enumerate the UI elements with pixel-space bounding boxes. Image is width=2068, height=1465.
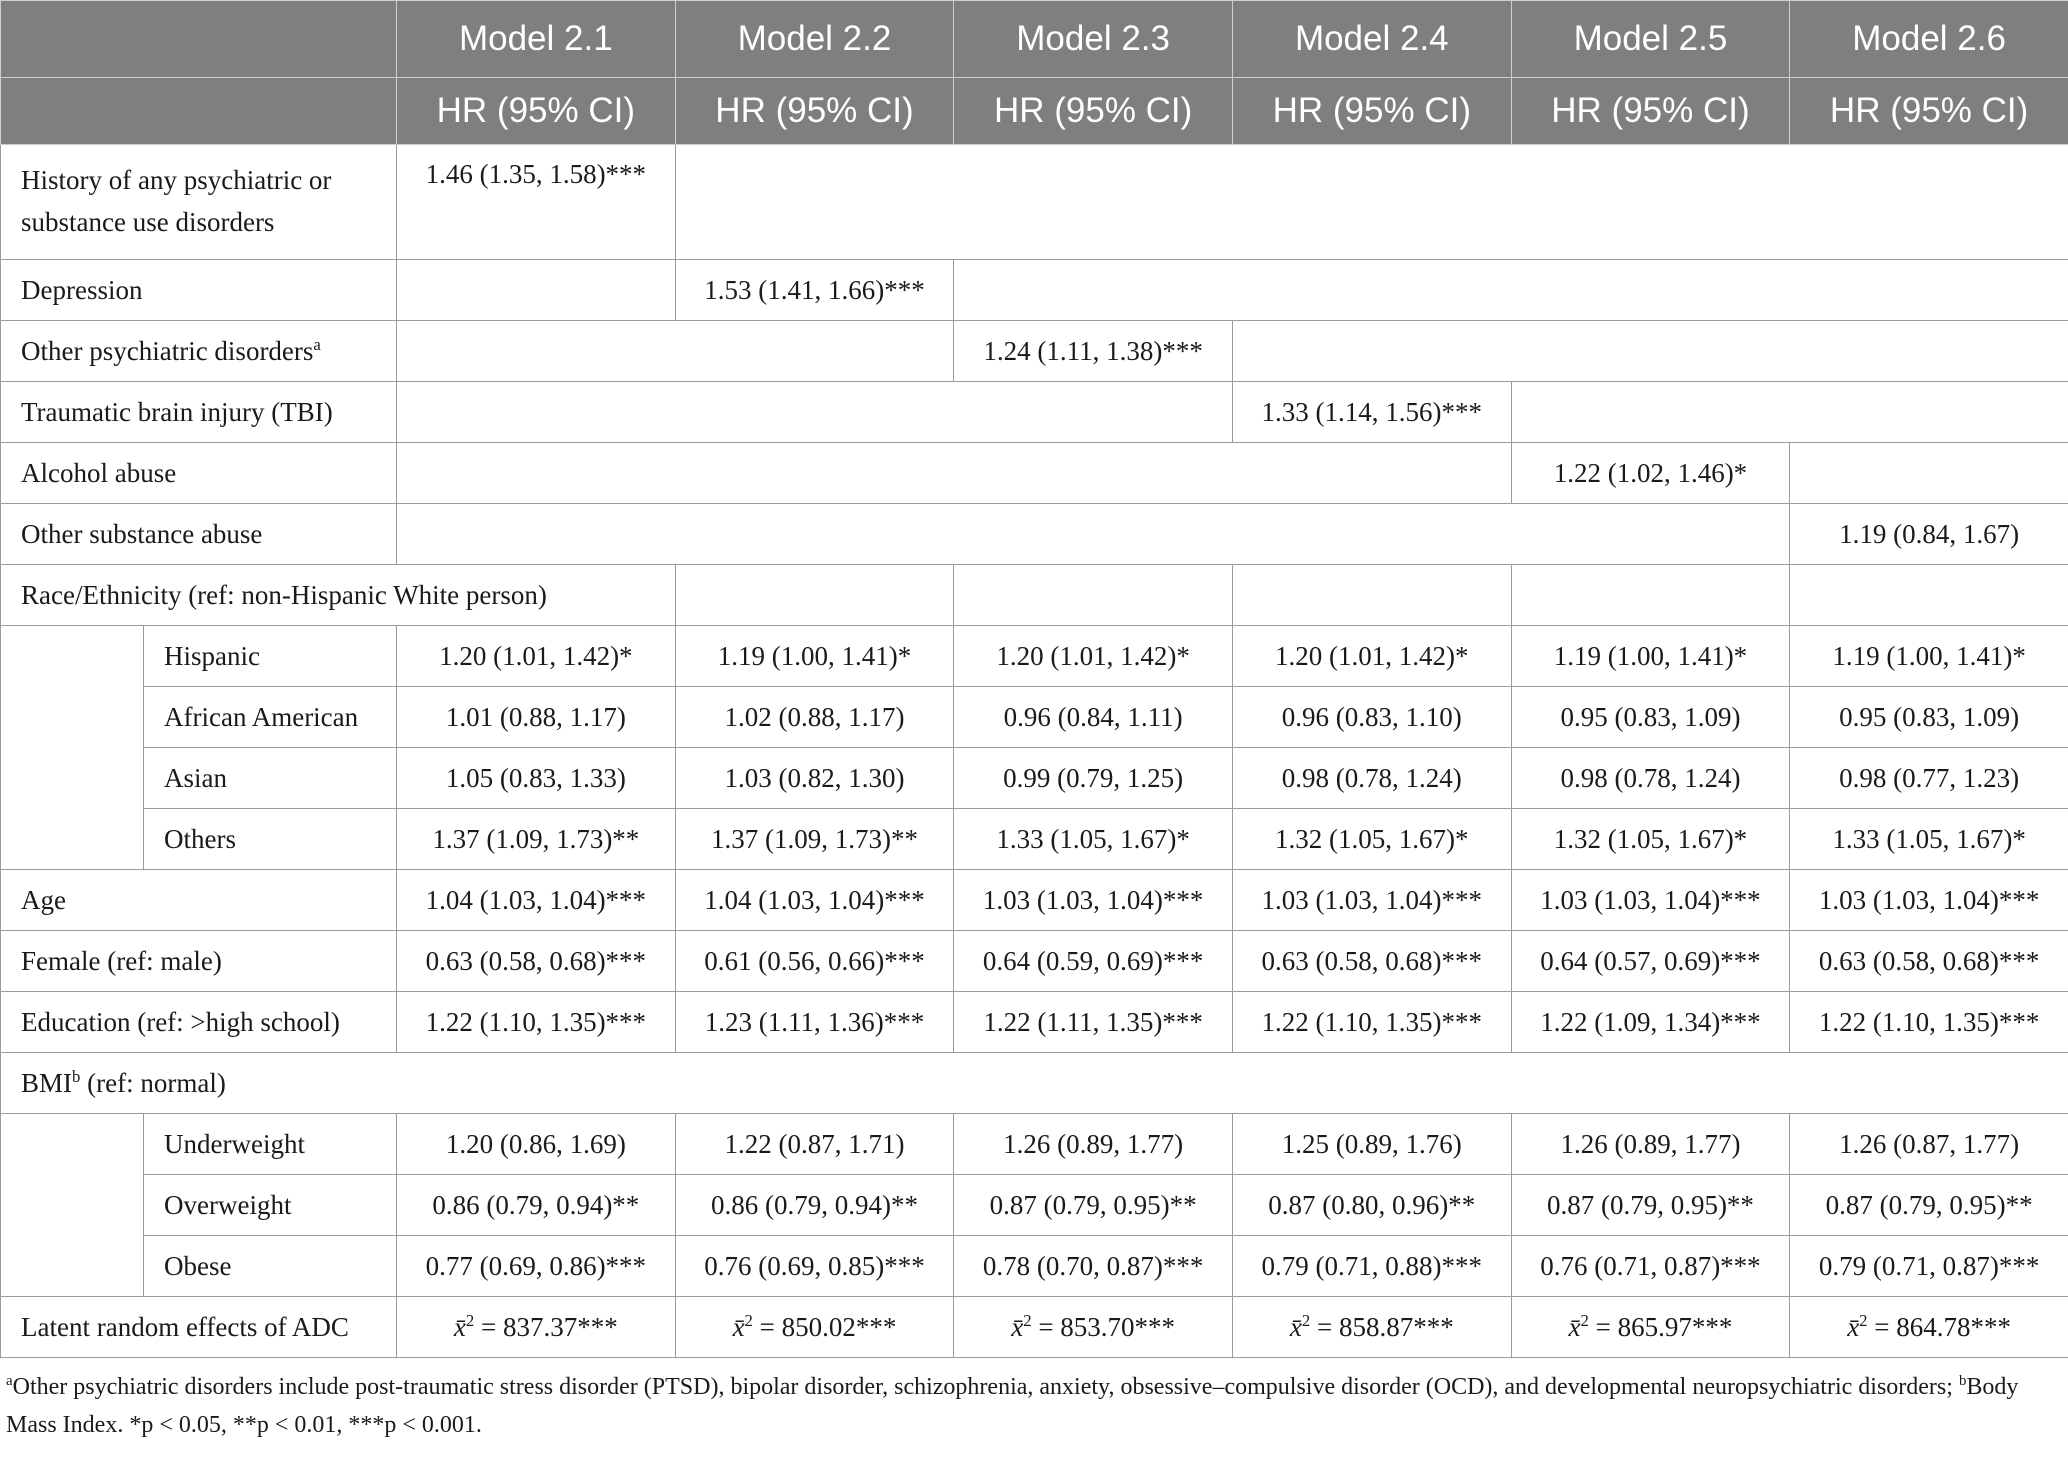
empty-cell bbox=[1232, 565, 1511, 626]
chi-exponent: 2 bbox=[1023, 1310, 1032, 1330]
cell-value: 1.03 (1.03, 1.04)*** bbox=[954, 870, 1233, 931]
cell-value: 1.26 (0.87, 1.77) bbox=[1790, 1114, 2068, 1175]
empty-cell bbox=[954, 260, 2068, 321]
empty-cell bbox=[954, 565, 1233, 626]
empty-cell bbox=[1232, 321, 2068, 382]
cell-value bbox=[675, 1297, 954, 1358]
hr-ci-header: HR (95% CI) bbox=[397, 78, 676, 145]
model-header: Model 2.6 bbox=[1790, 1, 2068, 78]
cell-value: 1.37 (1.09, 1.73)** bbox=[675, 809, 954, 870]
row-label: Asian bbox=[144, 748, 397, 809]
footnote-marker: a bbox=[313, 334, 321, 354]
hr-ci-header: HR (95% CI) bbox=[954, 78, 1233, 145]
cell-value: 1.22 (0.87, 1.71) bbox=[675, 1114, 954, 1175]
row-label: Female (ref: male) bbox=[1, 931, 397, 992]
header-corner bbox=[1, 78, 397, 145]
model-header: Model 2.3 bbox=[954, 1, 1233, 78]
row-label: Others bbox=[144, 809, 397, 870]
row-label: Latent random effects of ADC bbox=[1, 1297, 397, 1358]
cell-value: 0.61 (0.56, 0.66)*** bbox=[675, 931, 954, 992]
empty-cell bbox=[397, 382, 1233, 443]
cell-value: 1.03 (1.03, 1.04)*** bbox=[1232, 870, 1511, 931]
cell-value: 0.63 (0.58, 0.68)*** bbox=[1232, 931, 1511, 992]
table-row-other-psychiatric bbox=[1, 321, 2068, 382]
cell-value: 0.77 (0.69, 0.86)*** bbox=[397, 1236, 676, 1297]
cell-value: 1.05 (0.83, 1.33) bbox=[397, 748, 676, 809]
row-label: Overweight bbox=[144, 1175, 397, 1236]
empty-cell bbox=[1790, 443, 2068, 504]
cell-value: 0.96 (0.84, 1.11) bbox=[954, 687, 1233, 748]
cell-value: 1.23 (1.11, 1.36)*** bbox=[675, 992, 954, 1053]
cell-value bbox=[1232, 1297, 1511, 1358]
row-label-text: Other psychiatric disorders bbox=[21, 335, 314, 366]
cell-value: 1.20 (1.01, 1.42)* bbox=[397, 626, 676, 687]
chi-symbol: x̄ bbox=[1011, 1311, 1024, 1342]
table-row-others bbox=[1, 809, 2068, 870]
indent-cell bbox=[1, 626, 144, 870]
cell-value: 0.63 (0.58, 0.68)*** bbox=[397, 931, 676, 992]
table-row-underweight bbox=[1, 1114, 2068, 1175]
row-label: African American bbox=[144, 687, 397, 748]
cell-value: 1.33 (1.05, 1.67)* bbox=[954, 809, 1233, 870]
cell-value: 0.64 (0.57, 0.69)*** bbox=[1511, 931, 1790, 992]
chi-exponent: 2 bbox=[465, 1310, 475, 1330]
cell-value: 1.04 (1.03, 1.04)*** bbox=[675, 870, 954, 931]
cell-value: 0.79 (0.71, 0.88)*** bbox=[1232, 1236, 1511, 1297]
cell-value: 1.20 (1.01, 1.42)* bbox=[1232, 626, 1511, 687]
indent-cell bbox=[1, 1114, 144, 1297]
cell-value: 1.19 (1.00, 1.41)* bbox=[675, 626, 954, 687]
row-label: Traumatic brain injury (TBI) bbox=[1, 382, 397, 443]
row-label-line: substance use disorders bbox=[21, 207, 275, 237]
cell-value: 1.22 (1.10, 1.35)*** bbox=[1790, 992, 2068, 1053]
section-label-text: (ref: normal) bbox=[80, 1067, 226, 1098]
chi-exponent: 2 bbox=[1859, 1310, 1868, 1330]
table-row-asian bbox=[1, 748, 2068, 809]
cell-value: 0.63 (0.58, 0.68)*** bbox=[1790, 931, 2068, 992]
chi-value: = 865.97*** bbox=[1588, 1311, 1733, 1342]
table-row-obese bbox=[1, 1236, 2068, 1297]
cell-value: 0.96 (0.83, 1.10) bbox=[1232, 687, 1511, 748]
cell-value: 0.86 (0.79, 0.94)** bbox=[675, 1175, 954, 1236]
cell-value: 0.87 (0.79, 0.95)** bbox=[954, 1175, 1233, 1236]
cell-value: 0.99 (0.79, 1.25) bbox=[954, 748, 1233, 809]
cell-value: 1.26 (0.89, 1.77) bbox=[1511, 1114, 1790, 1175]
row-label: Alcohol abuse bbox=[1, 443, 397, 504]
chi-exponent: 2 bbox=[744, 1310, 753, 1330]
cell-value: 1.22 (1.10, 1.35)*** bbox=[397, 992, 676, 1053]
row-label: Other substance abuse bbox=[1, 504, 397, 565]
empty-cell bbox=[397, 260, 676, 321]
model-header: Model 2.4 bbox=[1232, 1, 1511, 78]
empty-cell bbox=[675, 145, 2068, 260]
cell-value: 1.22 (1.11, 1.35)*** bbox=[954, 992, 1233, 1053]
cell-value: 0.79 (0.71, 0.87)*** bbox=[1790, 1236, 2068, 1297]
cell-value: 1.22 (1.09, 1.34)*** bbox=[1511, 992, 1790, 1053]
cell-value: 0.98 (0.78, 1.24) bbox=[1511, 748, 1790, 809]
table-row-female bbox=[1, 931, 2068, 992]
chi-value: = 853.70*** bbox=[1031, 1311, 1176, 1342]
cell-value: 0.98 (0.77, 1.23) bbox=[1790, 748, 2068, 809]
cell-value bbox=[397, 1297, 676, 1358]
table-row-tbi bbox=[1, 382, 2068, 443]
cell-value: 1.19 (1.00, 1.41)* bbox=[1511, 626, 1790, 687]
cell-value: 1.19 (1.00, 1.41)* bbox=[1790, 626, 2068, 687]
table-row-african-american bbox=[1, 687, 2068, 748]
model-header: Model 2.1 bbox=[397, 1, 676, 78]
table-row-education bbox=[1, 992, 2068, 1053]
table-row-history bbox=[1, 145, 2068, 260]
row-label-line: History of any psychiatric or bbox=[21, 165, 332, 196]
cell-value: 0.95 (0.83, 1.09) bbox=[1790, 687, 2068, 748]
table-row-alcohol bbox=[1, 443, 2068, 504]
cell-value: 0.87 (0.80, 0.96)** bbox=[1232, 1175, 1511, 1236]
row-label bbox=[1, 321, 397, 382]
cell-value: 1.22 (1.02, 1.46)* bbox=[1511, 443, 1790, 504]
cell-value: 1.33 (1.14, 1.56)*** bbox=[1232, 382, 1511, 443]
cell-value bbox=[954, 1297, 1233, 1358]
cell-value: 1.26 (0.89, 1.77) bbox=[954, 1114, 1233, 1175]
chi-symbol: x̄ bbox=[732, 1311, 745, 1342]
table-footnote bbox=[0, 1358, 2052, 1444]
cell-value: 0.64 (0.59, 0.69)*** bbox=[954, 931, 1233, 992]
cell-value: 1.02 (0.88, 1.17) bbox=[675, 687, 954, 748]
hr-ci-header: HR (95% CI) bbox=[675, 78, 954, 145]
table-row-overweight bbox=[1, 1175, 2068, 1236]
cell-value: 0.86 (0.79, 0.94)** bbox=[397, 1175, 676, 1236]
chi-symbol: x̄ bbox=[1568, 1311, 1581, 1342]
chi-value: = 850.02*** bbox=[752, 1311, 897, 1342]
cell-value: 0.87 (0.79, 0.95)** bbox=[1511, 1175, 1790, 1236]
cell-value bbox=[1790, 1297, 2068, 1358]
hr-ci-header: HR (95% CI) bbox=[1232, 78, 1511, 145]
empty-cell bbox=[1511, 382, 2068, 443]
cell-value: 1.46 (1.35, 1.58)*** bbox=[397, 145, 676, 260]
cell-value: 1.37 (1.09, 1.73)** bbox=[397, 809, 676, 870]
cell-value: 1.24 (1.11, 1.38)*** bbox=[954, 321, 1233, 382]
row-label: Obese bbox=[144, 1236, 397, 1297]
empty-cell bbox=[675, 565, 954, 626]
cell-value: 1.32 (1.05, 1.67)* bbox=[1232, 809, 1511, 870]
cell-value: 1.20 (0.86, 1.69) bbox=[397, 1114, 676, 1175]
cell-value: 0.87 (0.79, 0.95)** bbox=[1790, 1175, 2068, 1236]
cell-value: 1.20 (1.01, 1.42)* bbox=[954, 626, 1233, 687]
empty-cell bbox=[1511, 565, 1790, 626]
row-label: Hispanic bbox=[144, 626, 397, 687]
table-row-race-header bbox=[1, 565, 2068, 626]
empty-cell bbox=[1790, 565, 2068, 626]
cell-value: 1.32 (1.05, 1.67)* bbox=[1511, 809, 1790, 870]
cell-value: 0.98 (0.78, 1.24) bbox=[1232, 748, 1511, 809]
cell-value: 1.19 (0.84, 1.67) bbox=[1790, 504, 2068, 565]
chi-value: = 864.78*** bbox=[1867, 1311, 2012, 1342]
model-header: Model 2.2 bbox=[675, 1, 954, 78]
cell-value: 1.33 (1.05, 1.67)* bbox=[1790, 809, 2068, 870]
chi-exponent: 2 bbox=[1580, 1310, 1589, 1330]
table-row-depression bbox=[1, 260, 2068, 321]
hr-ci-header: HR (95% CI) bbox=[1511, 78, 1790, 145]
table-row-hispanic bbox=[1, 626, 2068, 687]
table-body bbox=[1, 145, 2068, 1358]
row-label: Underweight bbox=[144, 1114, 397, 1175]
chi-symbol: x̄ bbox=[1847, 1311, 1860, 1342]
row-label: Education (ref: >high school) bbox=[1, 992, 397, 1053]
table-header bbox=[1, 1, 2068, 145]
section-label-text: BMI bbox=[21, 1067, 73, 1098]
footnote-marker: b bbox=[72, 1066, 81, 1086]
cell-value: 1.25 (0.89, 1.76) bbox=[1232, 1114, 1511, 1175]
cell-value bbox=[1511, 1297, 1790, 1358]
cell-value: 0.76 (0.71, 0.87)*** bbox=[1511, 1236, 1790, 1297]
chi-symbol: x̄ bbox=[1289, 1311, 1302, 1342]
cell-value: 1.03 (1.03, 1.04)*** bbox=[1511, 870, 1790, 931]
cell-value: 0.78 (0.70, 0.87)*** bbox=[954, 1236, 1233, 1297]
hr-ci-header: HR (95% CI) bbox=[1790, 78, 2068, 145]
empty-cell bbox=[397, 321, 954, 382]
table-row-latent bbox=[1, 1297, 2068, 1358]
model-header: Model 2.5 bbox=[1511, 1, 1790, 78]
row-label: Age bbox=[1, 870, 397, 931]
row-label bbox=[1, 145, 397, 260]
empty-cell bbox=[397, 504, 1790, 565]
footnote-marker: a bbox=[6, 1373, 13, 1389]
cell-value: 1.03 (0.82, 1.30) bbox=[675, 748, 954, 809]
chi-value: = 858.87*** bbox=[1310, 1311, 1454, 1342]
chi-symbol: x̄ bbox=[453, 1311, 466, 1342]
cell-value: 1.22 (1.10, 1.35)*** bbox=[1232, 992, 1511, 1053]
cell-value: 1.53 (1.41, 1.66)*** bbox=[675, 260, 954, 321]
cell-value: 0.95 (0.83, 1.09) bbox=[1511, 687, 1790, 748]
footnote-text: Body Mass Index. *p < 0.05, **p < 0.01, ***p < 0.001. bbox=[6, 1374, 2019, 1438]
footnote-text: Other psychiatric disorders include post-traumatic stress disorder (PTSD), bipolar disorder, schizophrenia, anxiety, obsessive–compulsive disorder (OCD), and developmental neuropsychiatric disorders; bbox=[12, 1374, 1959, 1400]
chi-value: = 837.37*** bbox=[474, 1311, 618, 1342]
footnote-marker: b bbox=[1958, 1373, 1967, 1389]
cell-value: 0.76 (0.69, 0.85)*** bbox=[675, 1236, 954, 1297]
row-label: Depression bbox=[1, 260, 397, 321]
table-row-bmi-header bbox=[1, 1053, 2068, 1114]
header-corner bbox=[1, 1, 397, 78]
table-row-age bbox=[1, 870, 2068, 931]
empty-cell bbox=[397, 443, 1512, 504]
section-label: Race/Ethnicity (ref: non-Hispanic White person) bbox=[1, 565, 676, 626]
chi-exponent: 2 bbox=[1301, 1310, 1311, 1330]
section-label bbox=[1, 1053, 2068, 1114]
cell-value: 1.03 (1.03, 1.04)*** bbox=[1790, 870, 2068, 931]
cell-value: 1.04 (1.03, 1.04)*** bbox=[397, 870, 676, 931]
cell-value: 1.01 (0.88, 1.17) bbox=[397, 687, 676, 748]
table-row-other-substance bbox=[1, 504, 2068, 565]
